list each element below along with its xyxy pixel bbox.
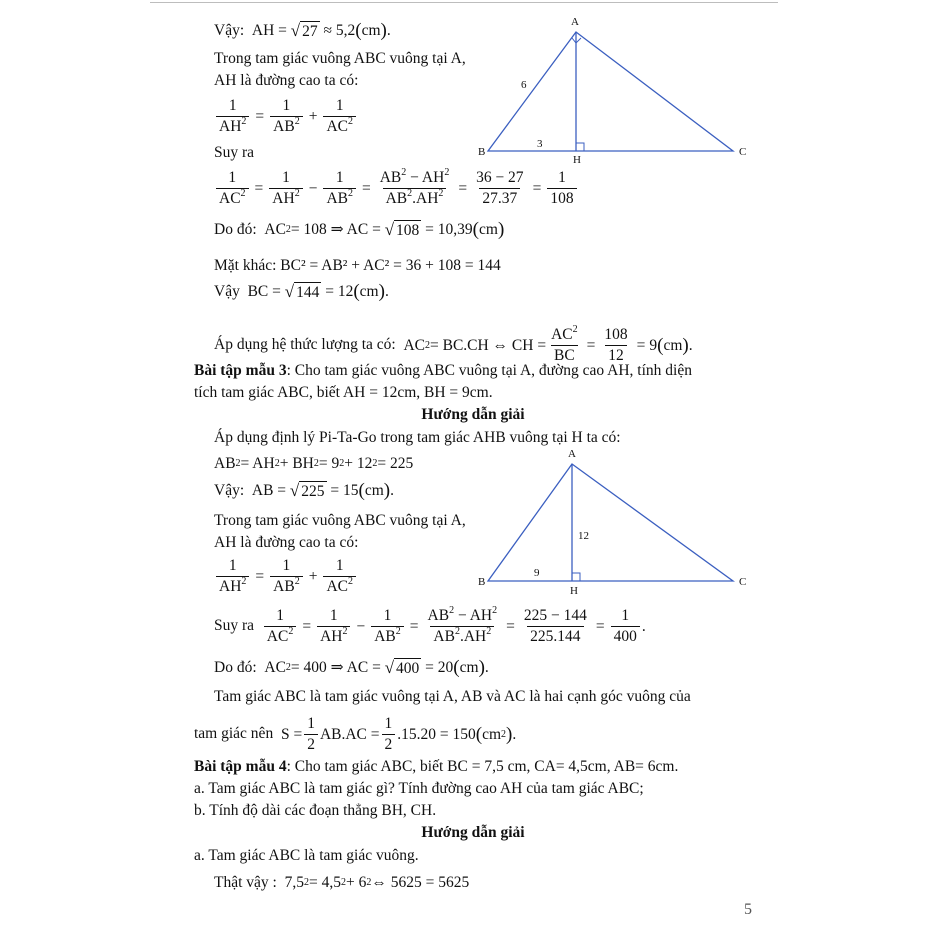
text-line: AH là đường cao ta có: (214, 534, 359, 551)
triangle-figure-1 (470, 10, 760, 170)
text-line: Áp dụng định lý Pi-Ta-Go trong tam giác AHB vuông tại H ta có: (214, 429, 621, 446)
exercise-3-title: Bài tập mẫu 3 (194, 362, 287, 379)
label-vertex-c: C (739, 576, 747, 588)
line-ah-value: Vậy: AH = √ 27 ≈ 5,2 ( cm ) . (214, 20, 391, 42)
exercise-3-text: : Cho tam giác vuông ABC vuông tại A, đường cao AH, tính diện (286, 362, 692, 379)
page-number: 5 (744, 901, 752, 918)
line-ab: Vậy: AB = √ 225 = 15 ( cm ) . (214, 480, 394, 502)
label-vertex-b: B (478, 576, 486, 588)
exercise-4-statement (194, 756, 678, 778)
solution-heading-text: Hướng dẫn giải (421, 406, 525, 423)
text-line: Suy ra (214, 144, 255, 161)
text-line: a. Tam giác ABC là tam giác vuông. (194, 847, 419, 864)
line-bc: Vậy BC = √ 144 = 12 ( cm ) . (214, 281, 389, 303)
label-vertex-b: B (478, 146, 486, 158)
label-bh-length: 9 (534, 567, 540, 579)
label-vertex-h: H (573, 154, 581, 166)
line-bc-sq (214, 255, 501, 277)
label-ab-length: 6 (521, 79, 527, 91)
formula-ac: $\frac{1}{AC^2}$ = $\frac{1}{AH^2}$ − $\frac{1}{AB^2}$ = $\frac{AB^2 - AH^2}{AB^2.AH^2}$ = $\frac{36 - 27}{27.37}$ = $\frac{1}{108}$ (214, 168, 579, 209)
text-tamgiacnen: tam giác nên (194, 725, 274, 743)
formula-reciprocal: $\frac{1}{AH^2}$ = $\frac{1}{AB^2}$ + $\frac{1}{AC^2}$ (214, 96, 358, 137)
line-ac: Do đó: AC 2 = 108 ⇒ AC = √ 108 = 10,39 ( cm ) (214, 219, 505, 241)
solution-heading-text: Hướng dẫn giải (421, 824, 525, 841)
text-line: AH là đường cao ta có: (214, 72, 359, 89)
label-vertex-a: A (571, 16, 579, 28)
exercise-4-text: : Cho tam giác ABC, biết BC = 7,5 cm, CA= 4,5cm, AB= 6cm. (286, 758, 679, 775)
exercise-4-title: Bài tập mẫu 4 (194, 758, 287, 775)
label-vertex-c: C (739, 146, 747, 158)
text-suyra: Suy ra (214, 617, 255, 635)
text-matkhac: Mặt khác: (214, 257, 277, 274)
line-ac-2: Do đó: AC 2 = 400 ⇒ AC = √ 400 = 20 ( cm ) . (214, 657, 489, 679)
formula-reciprocal-2: $\frac{1}{AH^2}$ = $\frac{1}{AB^2}$ + $\frac{1}{AC^2}$ (214, 556, 358, 597)
line-area: tam giác nên S = 1 2 AB.AC = 1 2 .15.20 = 150 ( cm 2 ) . (194, 715, 517, 753)
text-line: Trong tam giác vuông ABC vuông tại A, (214, 50, 466, 67)
formula-ac-2: Suy ra $\frac{1}{AC^2}$ = $\frac{1}{AH^2}$ − $\frac{1}{AB^2}$ = $\frac{AB^2 - AH^2}{AB^2.AH^2}$ = $\frac{225 - 144}{225.144}$ = $\frac{1}{400}$ . (214, 605, 646, 645)
formula-pythagoras: AB 2 = AH 2 + BH 2 = 9 2 + 12 2 = 225 (214, 455, 414, 473)
solution-heading (0, 822, 930, 844)
solution-heading (0, 404, 930, 426)
text-vay: Vậy (214, 283, 240, 300)
text-thatvay: Thật vậy : (214, 874, 277, 891)
text-vay: Vậy: (214, 482, 245, 499)
label-ah-length: 12 (578, 530, 589, 542)
text-dodo: Do đó: (214, 221, 257, 238)
text-apdung: Áp dụng hệ thức lượng ta có: (214, 336, 396, 354)
triangle-figure-2 (470, 442, 760, 602)
text-line: Tam giác ABC là tam giác vuông tại A, AB và AC là hai cạnh góc vuông của (214, 688, 691, 705)
text-dodo: Do đó: (214, 659, 257, 676)
text-line: a. Tam giác ABC là tam giác gì? Tính đường cao AH của tam giác ABC; (194, 780, 644, 797)
line-verify: Thật vậy : 7,5 2 = 4,5 2 + 6 2 ⇔ 5625 = 5625 (214, 874, 470, 892)
text-vay: Vậy: (214, 22, 245, 39)
label-vertex-a: A (568, 448, 576, 460)
math-bc-sq: BC² = AB² + AC² = 36 + 108 = 144 (280, 257, 501, 274)
exercise-3-statement (194, 360, 692, 382)
text-line: tích tam giác ABC, biết AH = 12cm, BH = 9cm. (194, 384, 493, 401)
label-bh-length: 3 (537, 138, 543, 150)
text-line: b. Tính độ dài các đoạn thẳng BH, CH. (194, 802, 437, 819)
line-ch: Áp dụng hệ thức lượng ta có: AC 2 = BC.CH ⇔ CH = $\frac{AC^2}{BC}$ = $\frac{108}{12}$ = 9 ( cm ) . (214, 324, 693, 364)
header-rule (150, 2, 778, 3)
label-vertex-h: H (570, 585, 578, 597)
text-line: Trong tam giác vuông ABC vuông tại A, (214, 512, 466, 529)
